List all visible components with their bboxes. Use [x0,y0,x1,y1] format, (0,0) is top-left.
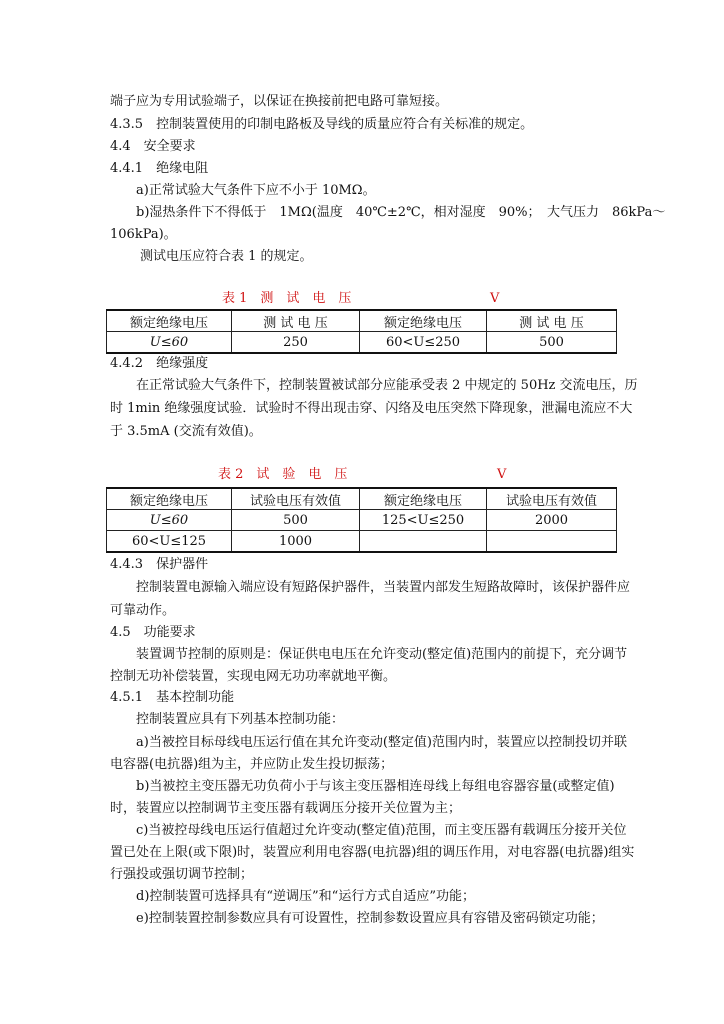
paragraph-line: e)控制装置控制参数应具有可设置性，控制参数设置应具有容错及密码锁定功能； [136,911,604,926]
paragraph-line: 控制装置电源输入端应设有短路保护器件，当装置内部发生短路故障时，该保护器件应 [136,580,631,595]
table-cell: U≤60 [107,510,232,531]
paragraph-line: 端子应为专用试验端子，以保证在换接前把电路可靠短接。 [110,94,449,109]
table-header-row [107,310,617,332]
section-heading-4-4: 4.4 安全要求 [110,139,196,154]
section-heading-4-5: 4.5 功能要求 [110,625,196,640]
paragraph-line: 控制装置应具有下列基本控制功能： [136,712,345,727]
table-header-cell: 测 试 电 压 [232,310,360,332]
table-cell: 60<U≤250 [360,332,487,354]
table-cell: 125<U≤250 [360,510,487,531]
section-heading-4-5-1: 4.5.1 基本控制功能 [110,690,235,705]
section-heading-4-4-3: 4.4.3 保护器件 [110,557,209,572]
paragraph-line: 106kPa)。 [110,227,177,242]
table-header-cell: 额定绝缘电压 [107,488,232,510]
table2-unit: V [497,467,507,482]
section-heading-4-4-2: 4.4.2 绝缘强度 [110,356,209,371]
paragraph-line: 置已处在上限(或下限)时，装置应利用电容器(电抗器)组的调压作用，对电容器(电抗器)组实 [110,845,635,860]
paragraph-line: b)湿热条件下不得低于 1MΩ(温度 40℃±2℃，相对湿度 90%； 大气压力 86kPa～ [136,205,666,220]
paragraph-line: a)当被控目标母线电压运行值在其允许变动(整定值)范围内时，装置应以控制投切并联 [136,735,627,750]
table-cell [360,531,487,553]
table-cell: 500 [232,510,360,531]
paragraph-line: 测试电压应符合表 1 的规定。 [140,249,313,264]
clause-4-3-5: 4.3.5 控制装置使用的印制电路板及导线的质量应符合有关标准的规定。 [110,117,534,132]
table-cell [487,531,617,553]
table-cell: U≤60 [107,332,232,354]
paragraph-line: b)当被控主变压器无功负荷小于与该主变压器相连母线上每组电容器容量(或整定值) [136,779,615,794]
table-header-row [107,488,617,510]
table-cell: 500 [487,332,617,354]
paragraph-line: 于 3.5mA (交流有效值)。 [110,424,262,439]
table-row [107,510,617,531]
table-cell: 2000 [487,510,617,531]
table-header-cell: 额定绝缘电压 [360,488,487,510]
table-row [107,531,617,553]
paragraph-line: 控制无功补偿装置，实现电网无功功率就地平衡。 [110,669,397,684]
paragraph-line: 装置调节控制的原则是：保证供电电压在允许变动(整定值)范围内的前提下，充分调节 [136,647,628,662]
table2-caption: 表 2 试 验 电 压 [218,467,348,482]
table-cell: 250 [232,332,360,354]
paragraph-line: 时，装置应以控制调节主变压器有载调压分接开关位置为主； [110,801,462,816]
table-cell: 1000 [232,531,360,553]
paragraph-line: d)控制装置可选择具有“逆调压”和“运行方式自适应”功能； [136,889,475,904]
section-heading-4-4-1: 4.4.1 绝缘电阻 [110,161,209,176]
paragraph-line: 电容器(电抗器)组为主，并应防止发生投切振荡； [110,757,394,772]
paragraph-line: a)正常试验大气条件下应不小于 10MΩ。 [136,183,376,198]
table-header-cell: 试验电压有效值 [232,488,360,510]
paragraph-line: c)当被控母线电压运行值超过允许变动(整定值)范围，而主变压器有载调压分接开关位 [136,823,627,838]
paragraph-line: 在正常试验大气条件下，控制装置被试部分应能承受表 2 中规定的 50Hz 交流电压，历 [136,378,638,393]
table-header-cell: 测 试 电 压 [487,310,617,332]
table1-caption: 表 1 测 试 电 压 [222,291,352,306]
table-header-cell: 额定绝缘电压 [360,310,487,332]
table-header-cell: 试验电压有效值 [487,488,617,510]
table1-unit: V [490,291,500,306]
table1 [106,309,617,354]
table-cell: 60<U≤125 [107,531,232,553]
table-header-cell: 额定绝缘电压 [107,310,232,332]
paragraph-line: 可靠动作。 [110,603,176,618]
paragraph-line: 时 1min 绝缘强度试验．试验时不得出现击穿、闪络及电压突然下降现象，泄漏电流应不大 [110,401,633,416]
paragraph-line: 行强投或强切调节控制； [110,867,254,882]
table-row [107,332,617,354]
table2 [106,487,617,553]
